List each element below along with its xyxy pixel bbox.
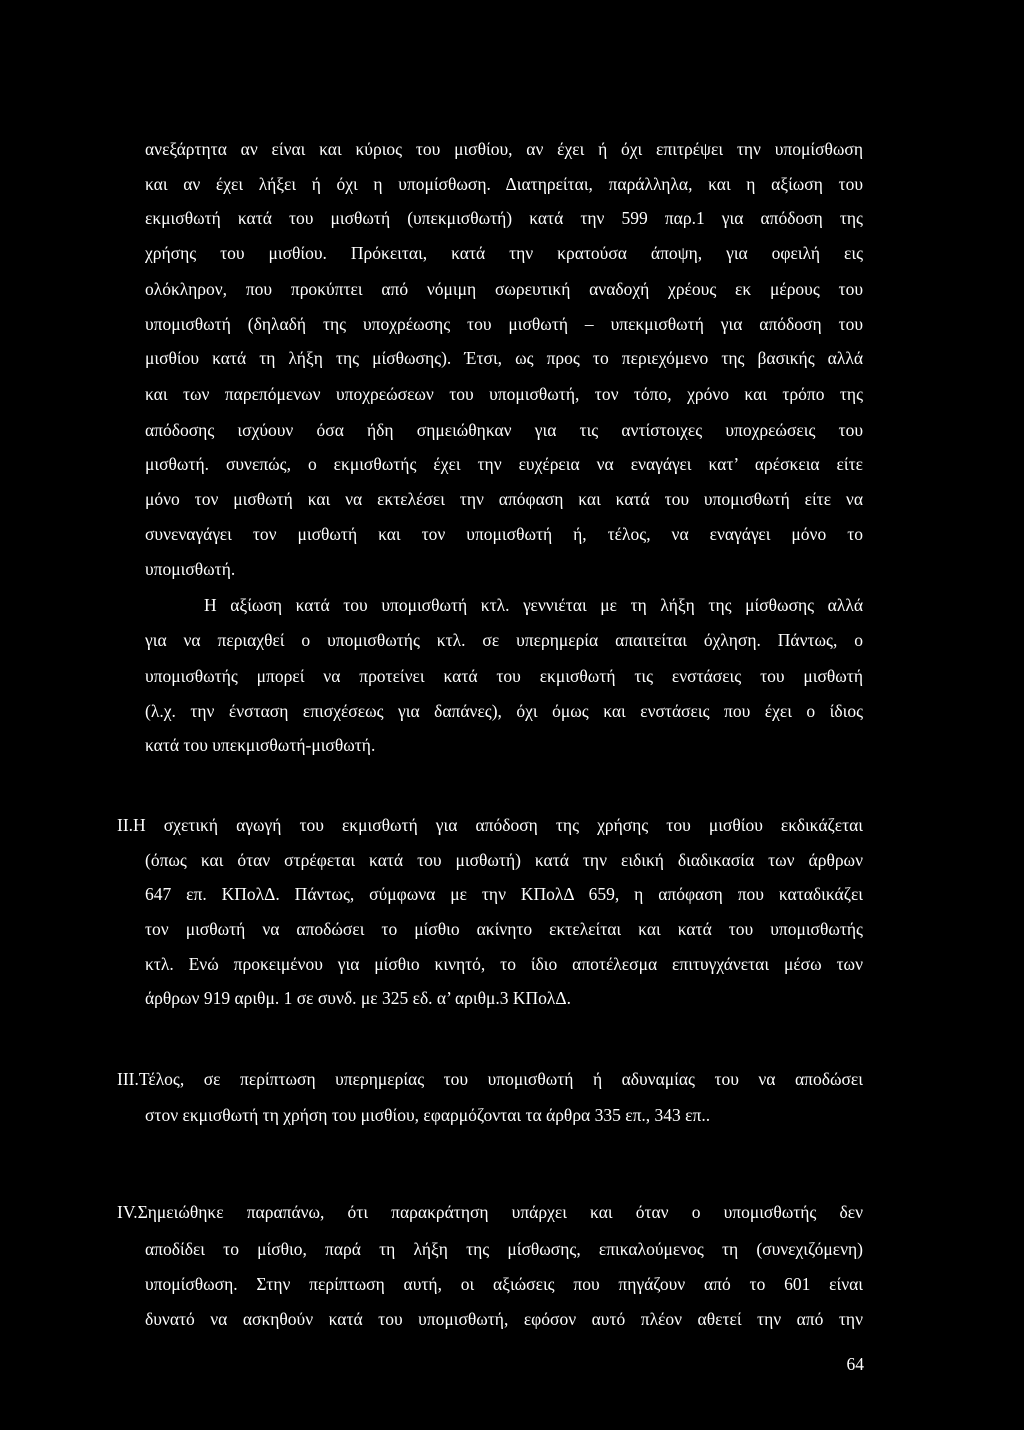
page-number: 64 [846,1354,864,1374]
text-line: υπομισθωτής μπορεί να προτείνει κατά του εκμισθωτή τις ενστάσεις του μισθωτή [145,666,863,686]
text-line: IV.Σημειώθηκε παραπάνω, ότι παρακράτηση υπάρχει και όταν ο υπομισθωτής δεν [117,1202,863,1222]
text-line: (λ.χ. την ένσταση επισχέσεως για δαπάνες), όχι όμως και ενστάσεις που έχει ο ίδιος [145,701,863,721]
text-line: υπομίσθωση. Στην περίπτωση αυτή, οι αξιώσεις που πηγάζουν από το 601 είναι [145,1274,863,1294]
text-line: άρθρων 919 αριθμ. 1 σε συνδ. με 325 εδ. α’ αριθμ.3 ΚΠολΔ. [145,988,572,1008]
text-line: κατά του υπεκμισθωτή-μισθωτή. [145,735,376,755]
text-line: ολόκληρον, που προκύπτει από νόμιμη σωρευτική αναδοχή χρέους εκ μέρους του [145,279,863,299]
text-line: συνεναγάγει τον μισθωτή και τον υπομισθωτή ή, τέλος, να εναγάγει μόνο το [145,524,863,544]
text-line: ανεξάρτητα αν είναι και κύριος του μισθίου, αν έχει ή όχι επιτρέψει την υπομίσθωση [145,139,863,159]
text-line: υπομισθωτή. [145,559,236,579]
text-line: (όπως και όταν στρέφεται κατά του μισθωτή) κατά την ειδική διαδικασία των άρθρων [145,850,863,870]
text-line: κτλ. Ενώ προκειμένου για μίσθιο κινητό, το ίδιο αποτέλεσμα επιτυγχάνεται μέσω των [145,954,863,974]
text-line: μισθωτή. συνεπώς, ο εκμισθωτής έχει την ευχέρεια να εναγάγει κατ’ αρέσκεια είτε [145,454,863,474]
text-line: απόδοσης ισχύουν όσα ήδη σημειώθηκαν για τις αντίστοιχες υποχρεώσεις του [145,420,863,440]
text-line: τον μισθωτή να αποδώσει το μίσθιο ακίνητο εκτελείται και κατά του υπομισθωτής [145,919,863,939]
text-line: για να περιαχθεί ο υπομισθωτής κτλ. σε υπερημερία απαιτείται όχληση. Πάντως, ο [145,630,863,650]
text-line: III.Τέλος, σε περίπτωση υπερημερίας του υπομισθωτή ή αδυναμίας του να αποδώσει [117,1069,863,1089]
text-line: αποδίδει το μίσθιο, παρά τη λήξη της μίσθωσης, επικαλούμενος τη (συνεχιζόμενη) [145,1239,863,1259]
text-line: και αν έχει λήξει ή όχι η υπομίσθωση. Διατηρείται, παράλληλα, και η αξίωση του [145,174,863,194]
text-line: στον εκμισθωτή τη χρήση του μισθίου, εφαρμόζονται τα άρθρα 335 επ., 343 επ.. [145,1105,711,1125]
text-line: 647 επ. ΚΠολΔ. Πάντως, σύμφωνα με την ΚΠολΔ 659, η απόφαση που καταδικάζει [145,884,863,904]
text-line: εκμισθωτή κατά του μισθωτή (υπεκμισθωτή) κατά την 599 παρ.1 για απόδοση της [145,208,863,228]
text-line: και των παρεπόμενων υποχρεώσεων του υπομισθωτή, τον τόπο, χρόνο και τρόπο της [145,384,863,404]
text-line: υπομισθωτή (δηλαδή της υποχρέωσης του μισθωτή – υπεκμισθωτή για απόδοση του [145,314,863,334]
text-line: μισθίου κατά τη λήξη της μίσθωσης). Έτσι, ως προς το περιεχόμενο της βασικής αλλά [145,348,863,368]
text-line: II.Η σχετική αγωγή του εκμισθωτή για απόδοση της χρήσης του μισθίου εκδικάζεται [117,815,863,835]
text-line: Η αξίωση κατά του υπομισθωτή κτλ. γεννιέται με τη λήξη της μίσθωσης αλλά [204,595,863,615]
text-line: δυνατό να ασκηθούν κατά του υπομισθωτή, εφόσον αυτό πλέον αθετεί την από την [145,1309,863,1329]
text-line: μόνο τον μισθωτή και να εκτελέσει την απόφαση και κατά του υπομισθωτή είτε να [145,489,863,509]
text-line: χρήσης του μισθίου. Πρόκειται, κατά την κρατούσα άποψη, για οφειλή εις [145,243,863,263]
